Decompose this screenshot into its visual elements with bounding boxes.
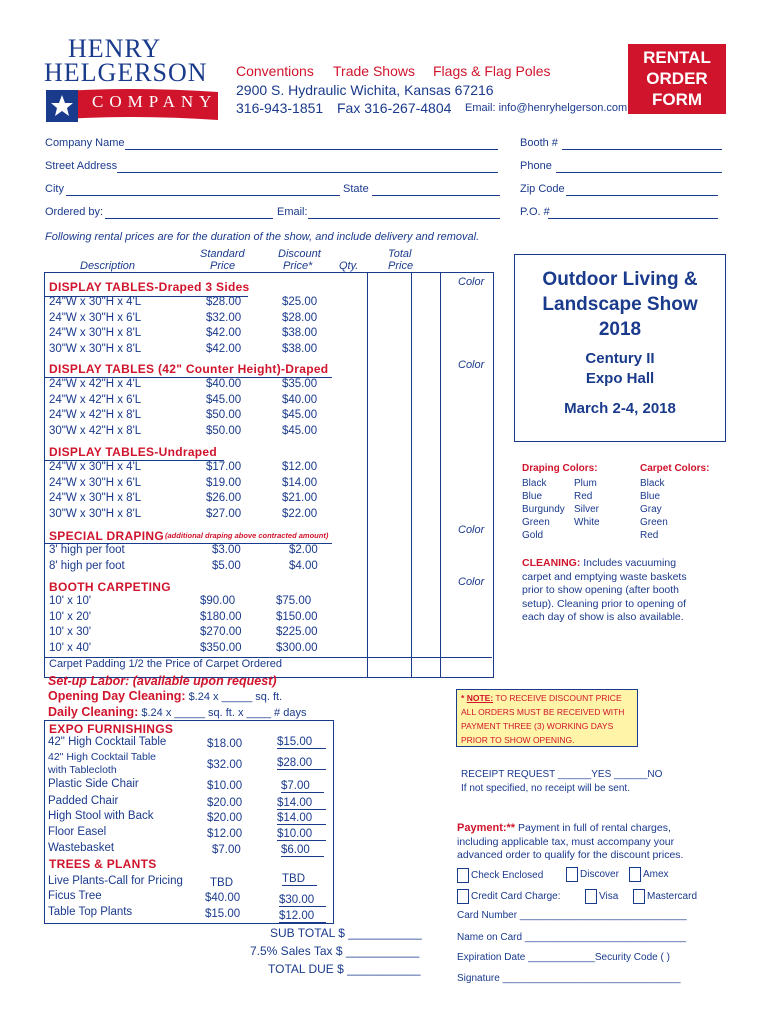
col-standard: Standard bbox=[200, 248, 245, 260]
note-label: NOTE: bbox=[466, 693, 494, 703]
show-venue-1: Century II bbox=[585, 350, 655, 367]
discount-price: $38.00 bbox=[282, 342, 318, 355]
item-description: 24"W x 30"H x 8'L bbox=[49, 327, 142, 339]
company-fax: Fax 316-267-4804 bbox=[337, 100, 452, 116]
standard-price: $17.00 bbox=[206, 461, 242, 473]
state-field[interactable] bbox=[372, 195, 500, 196]
receipt-note: If not specified, no receipt will be sent. bbox=[461, 783, 630, 794]
section-carpet: BOOTH CARPETING bbox=[49, 580, 171, 594]
expiration-field[interactable]: Expiration Date ____________Security Code ( ) bbox=[457, 952, 670, 963]
standard-price: $15.00 bbox=[205, 908, 241, 920]
section-special-draping: SPECIAL DRAPING bbox=[49, 529, 164, 543]
cleaning-l2: carpet and emptying waste baskets bbox=[522, 570, 687, 583]
item-description: 24"W x 42"H x 4'L bbox=[49, 378, 142, 390]
standard-price: $18.00 bbox=[207, 738, 243, 750]
daily-cleaning-label: Daily Cleaning: bbox=[48, 705, 139, 719]
color-option: Green bbox=[522, 517, 550, 528]
item-description: 10' x 30' bbox=[49, 626, 92, 638]
logo-henry: HENRY bbox=[68, 34, 162, 63]
opening-cleaning-formula: $.24 x _____ sq. ft. bbox=[185, 691, 283, 703]
discount-price: $150.00 bbox=[276, 610, 318, 623]
col-discount: Discount bbox=[278, 248, 321, 260]
discover-option[interactable] bbox=[566, 867, 619, 882]
card-number-field[interactable]: Card Number ______________________________ bbox=[457, 910, 687, 921]
color-option: Blue bbox=[640, 491, 661, 502]
amex-option[interactable] bbox=[629, 867, 669, 882]
po-label: P.O. # bbox=[520, 206, 550, 218]
discount-price: $300.00 bbox=[276, 641, 318, 654]
payment-l1: Payment in full of rental charges, bbox=[515, 822, 671, 834]
ordered-by-label: Ordered by: bbox=[45, 206, 104, 218]
zip-field[interactable] bbox=[566, 195, 718, 196]
cleaning-l1: Includes vacuuming bbox=[580, 557, 677, 569]
color-col-3: Color bbox=[458, 524, 485, 536]
email-label: Email: bbox=[277, 206, 308, 218]
color-option: Blue bbox=[522, 491, 543, 502]
phone-field[interactable] bbox=[556, 172, 722, 173]
daily-cleaning bbox=[48, 705, 306, 719]
discount-price: $15.00 bbox=[277, 736, 326, 749]
item-description: 24"W x 30"H x 4'L bbox=[49, 296, 142, 308]
discount-price: $7.00 bbox=[281, 780, 324, 793]
item-description: High Stool with Back bbox=[48, 810, 154, 822]
setup-labor: Set-up Labor: (available upon request) bbox=[48, 674, 277, 688]
col-discount-price: Price* bbox=[283, 260, 313, 272]
amex-checkbox[interactable] bbox=[629, 867, 641, 882]
item-description: Table Top Plants bbox=[48, 906, 133, 918]
item-description: 30"W x 30"H x 8'L bbox=[49, 507, 142, 520]
note-star: * bbox=[461, 693, 465, 703]
item-description: 10' x 20' bbox=[49, 610, 92, 623]
discount-price: $22.00 bbox=[282, 507, 318, 520]
discount-price: $14.00 bbox=[277, 812, 326, 825]
subtotal: SUB TOTAL $ ___________ bbox=[270, 926, 422, 940]
item-description: 8' high per foot bbox=[49, 559, 125, 572]
standard-price: $40.00 bbox=[206, 378, 242, 390]
discount-price: $30.00 bbox=[279, 894, 326, 907]
col-qty: Qty. bbox=[339, 260, 359, 272]
discount-price: $21.00 bbox=[282, 492, 318, 504]
item-description: Live Plants-Call for Pricing bbox=[48, 875, 183, 887]
item-description: 24"W x 30"H x 4'L bbox=[49, 461, 142, 473]
item-description: 24"W x 30"H x 6'L bbox=[49, 476, 142, 489]
mastercard-option[interactable] bbox=[633, 889, 697, 904]
booth-label: Booth # bbox=[520, 137, 558, 149]
intro-text: Following rental prices are for the duration of the show, and include delivery and removal. bbox=[45, 231, 480, 243]
section-trees: TREES & PLANTS bbox=[49, 857, 157, 871]
opening-cleaning-label: Opening Day Cleaning: bbox=[48, 689, 186, 703]
discount-price: $10.00 bbox=[277, 828, 326, 841]
show-dates: March 2-4, 2018 bbox=[564, 400, 676, 417]
discount-price: $28.00 bbox=[277, 757, 326, 770]
item-description: Ficus Tree bbox=[48, 890, 102, 902]
standard-price: $32.00 bbox=[207, 759, 243, 771]
standard-price: $10.00 bbox=[207, 780, 243, 792]
show-venue-2: Expo Hall bbox=[585, 370, 655, 387]
standard-price: $27.00 bbox=[206, 507, 242, 520]
visa-option[interactable] bbox=[585, 889, 618, 904]
standard-price: $270.00 bbox=[200, 626, 242, 638]
item-description: 24"W x 42"H x 6'L bbox=[49, 393, 142, 406]
name-on-card-field[interactable]: Name on Card _____________________________ bbox=[457, 932, 687, 943]
logo-helgerson: HELGERSON bbox=[44, 58, 208, 87]
standard-price: $42.00 bbox=[206, 342, 242, 355]
company-address: 2900 S. Hydraulic Wichita, Kansas 67216 bbox=[236, 82, 494, 98]
discount-price: $2.00 bbox=[289, 544, 318, 556]
color-option: Plum bbox=[574, 478, 597, 489]
signature-field[interactable]: Signature ________________________________ bbox=[457, 973, 681, 984]
color-option: Gold bbox=[522, 530, 544, 541]
daily-cleaning-formula: $.24 x _____ sq. ft. x ____ # days bbox=[138, 707, 307, 719]
standard-price: $12.00 bbox=[207, 828, 243, 840]
note-l3: PAYMENT THREE (3) WORKING DAYS bbox=[461, 721, 614, 731]
item-description-2: with Tablecloth bbox=[48, 764, 117, 776]
opening-cleaning bbox=[48, 689, 282, 703]
standard-price: $90.00 bbox=[200, 595, 236, 607]
color-option: White bbox=[574, 517, 600, 528]
company-phone: 316-943-1851 bbox=[236, 100, 324, 116]
item-description: 3' high per foot bbox=[49, 544, 125, 556]
color-option: Red bbox=[640, 530, 659, 541]
color-option: Gray bbox=[640, 504, 662, 515]
show-year: 2018 bbox=[598, 319, 642, 340]
item-description: Floor Easel bbox=[48, 826, 107, 838]
badge-line-3: FORM bbox=[651, 90, 703, 109]
discount-price: $28.00 bbox=[282, 311, 318, 324]
special-draping-note: (additional draping above contracted amount) bbox=[165, 531, 329, 540]
col-description: Description bbox=[80, 260, 136, 272]
payment-info bbox=[457, 822, 683, 863]
color-col-2: Color bbox=[458, 359, 485, 371]
standard-price: $32.00 bbox=[206, 311, 242, 324]
standard-price: $45.00 bbox=[206, 393, 242, 406]
discount-price: $14.00 bbox=[282, 476, 318, 489]
zip-label: Zip Code bbox=[520, 183, 565, 195]
item-description: Plastic Side Chair bbox=[48, 778, 139, 790]
item-description: 24"W x 42"H x 8'L bbox=[49, 409, 142, 421]
item-description: Padded Chair bbox=[48, 795, 119, 807]
standard-price: $40.00 bbox=[205, 892, 241, 904]
col-total-price: Price bbox=[388, 260, 414, 272]
item-description: 30"W x 30"H x 8'L bbox=[49, 342, 142, 355]
ordered-by-field[interactable] bbox=[105, 218, 273, 219]
visa-checkbox[interactable] bbox=[585, 889, 597, 904]
receipt-request[interactable]: RECEIPT REQUEST ______YES ______NO bbox=[461, 769, 663, 780]
company-email: Email: info@henryhelgerson.com bbox=[465, 102, 628, 114]
discount-price: $38.00 bbox=[282, 327, 318, 339]
item-description: 42" High Cocktail Table bbox=[48, 751, 157, 763]
discount-price: $12.00 bbox=[282, 461, 318, 473]
booth-field[interactable] bbox=[562, 149, 722, 150]
standard-price: $50.00 bbox=[206, 424, 242, 437]
note-l1: TO RECEIVE DISCOUNT PRICE bbox=[493, 693, 622, 703]
standard-price: TBD bbox=[210, 877, 233, 889]
show-title-2: Landscape Show bbox=[542, 294, 698, 315]
color-option: Silver bbox=[574, 504, 600, 515]
item-description: 10' x 40' bbox=[49, 641, 92, 654]
discount-price: $14.00 bbox=[277, 797, 326, 810]
total-due: TOTAL DUE $ ___________ bbox=[268, 962, 421, 976]
standard-price: $28.00 bbox=[206, 296, 242, 308]
standard-price: $3.00 bbox=[212, 544, 241, 556]
check-enclosed-label: Check Enclosed bbox=[471, 870, 544, 882]
badge-line-2: ORDER bbox=[646, 69, 708, 88]
logo-company: COMPANY bbox=[92, 92, 218, 111]
street-label: Street Address bbox=[45, 160, 118, 172]
standard-price: $19.00 bbox=[206, 476, 242, 489]
carpet-padding-note: Carpet Padding 1/2 the Price of Carpet Ordered bbox=[49, 658, 282, 670]
service-conventions: Conventions bbox=[236, 63, 314, 79]
show-title-1: Outdoor Living & bbox=[542, 269, 698, 290]
color-option: Green bbox=[640, 517, 668, 528]
check-enclosed-checkbox[interactable] bbox=[457, 868, 469, 883]
discount-price: $225.00 bbox=[276, 626, 318, 638]
cleaning-info bbox=[522, 557, 722, 625]
discount-price: $6.00 bbox=[281, 844, 324, 857]
discount-note bbox=[456, 689, 638, 747]
col-standard-price: Price bbox=[210, 260, 236, 272]
company-name-field[interactable] bbox=[125, 149, 498, 150]
credit-card-option[interactable] bbox=[457, 889, 560, 904]
col-total: Total bbox=[388, 248, 412, 260]
color-col-1: Color bbox=[458, 276, 485, 288]
payment-label: Payment:** bbox=[457, 822, 516, 834]
credit-card-label: Credit Card Charge: bbox=[471, 891, 561, 903]
standard-price: $7.00 bbox=[212, 844, 241, 856]
discover-checkbox[interactable] bbox=[566, 867, 578, 882]
standard-price: $42.00 bbox=[206, 327, 242, 339]
discount-price: $12.00 bbox=[279, 910, 326, 923]
color-option: Black bbox=[640, 478, 665, 489]
note-l2: ALL ORDERS MUST BE RECEIVED WITH bbox=[461, 707, 625, 717]
service-trade-shows: Trade Shows bbox=[333, 63, 415, 79]
mastercard-checkbox[interactable] bbox=[633, 889, 645, 904]
item-description: 42" High Cocktail Table bbox=[48, 736, 167, 748]
badge-line-1: RENTAL bbox=[643, 48, 711, 67]
color-col-4: Color bbox=[458, 576, 485, 588]
standard-price: $20.00 bbox=[207, 797, 243, 809]
note-l4: PRIOR TO SHOW OPENING. bbox=[461, 735, 575, 745]
standard-price: $50.00 bbox=[206, 409, 242, 421]
carpet-colors-title: Carpet Colors: bbox=[640, 463, 710, 474]
discover-label: Discover bbox=[580, 869, 619, 881]
visa-label: Visa bbox=[599, 891, 619, 903]
payment-l2: including applicable tax, must accompany your bbox=[457, 835, 675, 848]
cleaning-label: CLEANING: bbox=[522, 557, 581, 569]
discount-price: $75.00 bbox=[276, 595, 312, 607]
color-option: Red bbox=[574, 491, 593, 502]
logo bbox=[42, 30, 222, 126]
standard-price: $26.00 bbox=[206, 492, 242, 504]
state-label: State bbox=[343, 183, 369, 195]
street-field[interactable] bbox=[117, 172, 498, 173]
section-expo: EXPO FURNISHINGS bbox=[49, 722, 174, 736]
standard-price: $5.00 bbox=[212, 559, 241, 572]
check-enclosed-option[interactable] bbox=[457, 868, 543, 883]
mastercard-label: Mastercard bbox=[647, 891, 698, 903]
section-undraped: DISPLAY TABLES-Undraped bbox=[49, 445, 218, 459]
discount-price: $4.00 bbox=[289, 559, 318, 572]
credit-card-checkbox[interactable] bbox=[457, 889, 469, 904]
color-option: Burgundy bbox=[522, 504, 565, 515]
discount-price: $35.00 bbox=[282, 378, 318, 390]
standard-price: $20.00 bbox=[207, 812, 243, 824]
item-description: 24"W x 30"H x 8'L bbox=[49, 492, 142, 504]
item-description: 24"W x 30"H x 6'L bbox=[49, 311, 142, 324]
standard-price: $350.00 bbox=[200, 641, 242, 654]
city-field[interactable] bbox=[66, 195, 340, 196]
amex-label: Amex bbox=[643, 869, 669, 881]
payment-l3: advanced order to qualify for the discount prices. bbox=[457, 849, 684, 861]
discount-price: $25.00 bbox=[282, 296, 318, 308]
item-description: 30"W x 42"H x 8'L bbox=[49, 424, 142, 437]
item-description: Wastebasket bbox=[48, 842, 115, 854]
sales-tax: 7.5% Sales Tax $ ___________ bbox=[250, 944, 420, 958]
show-box bbox=[514, 254, 726, 442]
rental-order-form-badge bbox=[628, 44, 726, 114]
email-field[interactable] bbox=[308, 218, 500, 219]
cleaning-l5: each day of show is also available. bbox=[522, 611, 684, 623]
section-counter: DISPLAY TABLES (42" Counter Height)-Draped bbox=[49, 362, 329, 376]
section-draped: DISPLAY TABLES-Draped 3 Sides bbox=[49, 280, 250, 294]
color-option: Black bbox=[522, 478, 547, 489]
cleaning-l4: setup). Cleaning prior to opening of bbox=[522, 597, 687, 610]
item-description: 10' x 10' bbox=[49, 595, 92, 607]
discount-price: $45.00 bbox=[282, 424, 318, 437]
discount-price: $40.00 bbox=[282, 393, 318, 406]
discount-price: $45.00 bbox=[282, 409, 318, 421]
discount-price: TBD bbox=[282, 873, 317, 886]
po-field[interactable] bbox=[548, 218, 718, 219]
phone-label: Phone bbox=[520, 160, 552, 172]
service-flags: Flags & Flag Poles bbox=[433, 63, 551, 79]
company-name-label: Company Name bbox=[45, 137, 125, 149]
draping-colors-title: Draping Colors: bbox=[522, 463, 598, 474]
city-label: City bbox=[45, 183, 64, 195]
cleaning-l3: prior to show opening (after booth bbox=[522, 584, 680, 596]
standard-price: $180.00 bbox=[200, 610, 242, 623]
